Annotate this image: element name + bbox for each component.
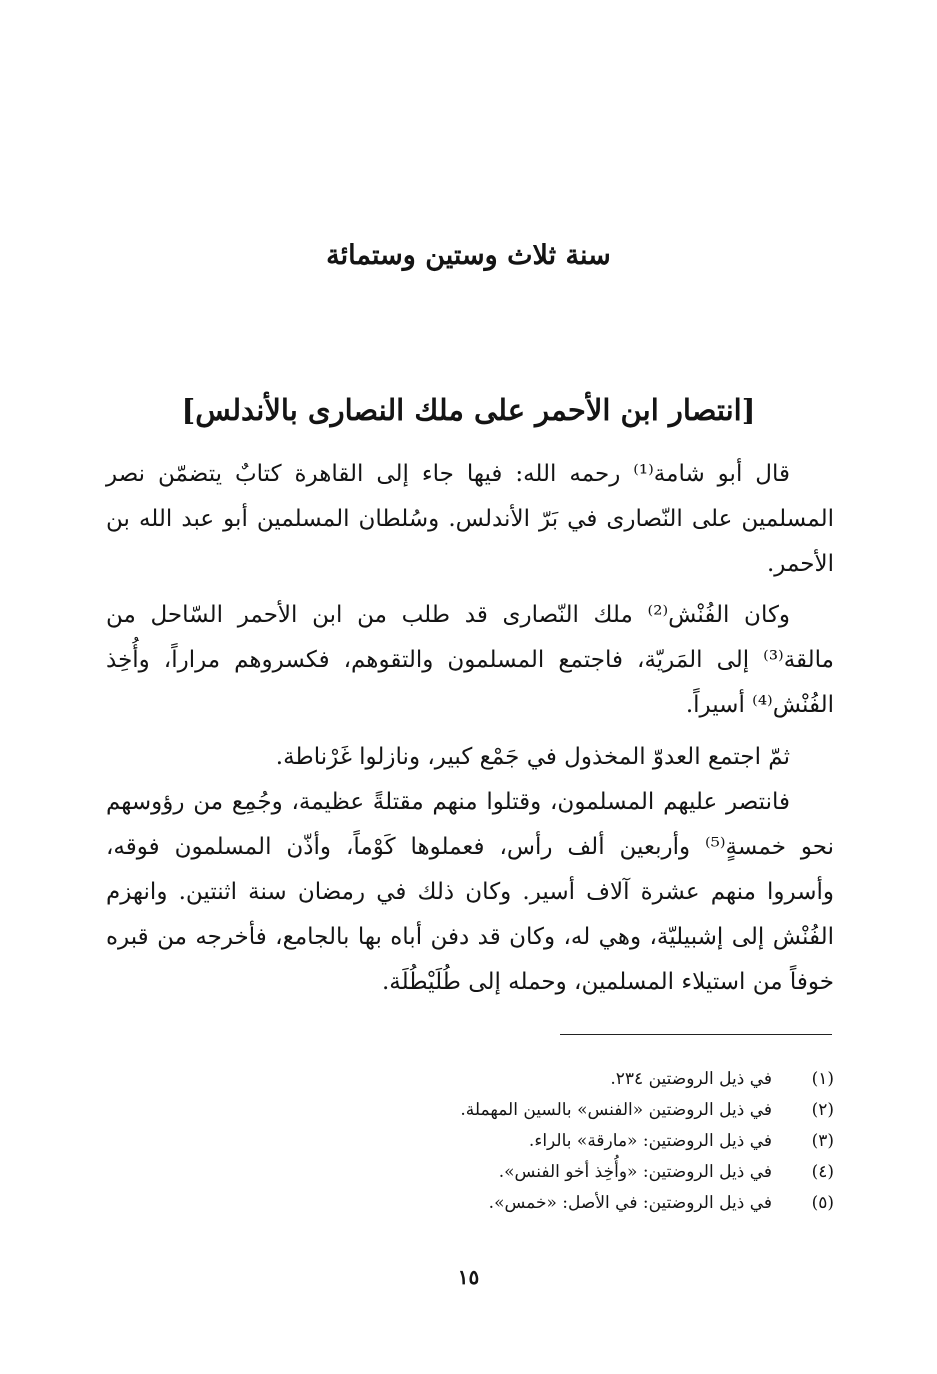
footnote-text: في ذيل الروضتين: «مارقة» بالراء. [528,1131,772,1151]
footnote-divider [560,1034,832,1035]
footnote-number: (١) [811,1069,834,1089]
paragraph-3: ثمّ اجتمع العدوّ المخذول في جَمْع كبير، ونازلوا غَرْناطة. [275,744,790,770]
year-title: سنة ثلاث وستين وستمائة [326,240,611,271]
footnote-number: (٥) [811,1193,834,1213]
footnote-text: في ذيل الروضتين: في الأصل: «خمس». [488,1193,772,1213]
footnote-text: في ذيل الروضتين «الفنس» بالسين المهملة. [460,1100,772,1120]
footnote-text: في ذيل الروضتين ٢٣٤. [610,1069,772,1089]
paragraph-2: وكان الفُنْش⁽²⁾ ملك النّصارى قد طلب من ابن الأحمر السّاحل من مالقة⁽³⁾ إلى المَريّة، فاجتمع المسلمون والتقوهم، فكسروهم مراراً، وأُخِذ الفُنْش⁽⁴⁾ أسيراً. [106,602,834,718]
footnote-3 [106,1131,834,1162]
footnotes-list [106,1069,834,1224]
footnote-number: (٢) [811,1100,834,1120]
paragraph-4: فانتصر عليهم المسلمون، وقتلوا منهم مقتلةً عظيمة، وجُمِع من رؤوسهم نحو خمسةٍ⁽⁵⁾ وأربعين ألف رأس، فعملوها كَوْماً، وأذّن المسلمون فوقه، وأسروا منهم عشرة آلاف أسير. وكان ذلك في رمضان سنة اثنتين. وانهزم الفُنْش إلى إشبيليّة، وهي له، وكان قد دفن أباه بها بالجامع، فأخرجه من قبره خوفاً من استيلاء المسلمين، وحمله إلى طُلَيْطُلَة. [106,789,834,995]
page-number: ١٥ [457,1265,480,1289]
footnote-number: (٤) [811,1162,834,1182]
footnote-number: (٣) [811,1131,834,1151]
footnote-2 [106,1100,834,1131]
footnote-4 [106,1162,834,1193]
section-heading: [انتصار ابن الأحمر على ملك النصارى بالأندلس] [181,393,756,427]
footnote-text: في ذيل الروضتين: «وأُخِذ أخو الفنس». [498,1162,772,1182]
paragraph-1: قال أبو شامة⁽¹⁾ رحمه الله: فيها جاء إلى القاهرة كتابٌ يتضمّن نصر المسلمين على النّصارى في بَرّ الأندلس. وسُلطان المسلمين أبو عبد الله بن الأحمر. [106,461,834,577]
footnote-1 [106,1069,834,1100]
footnote-5 [106,1193,834,1224]
